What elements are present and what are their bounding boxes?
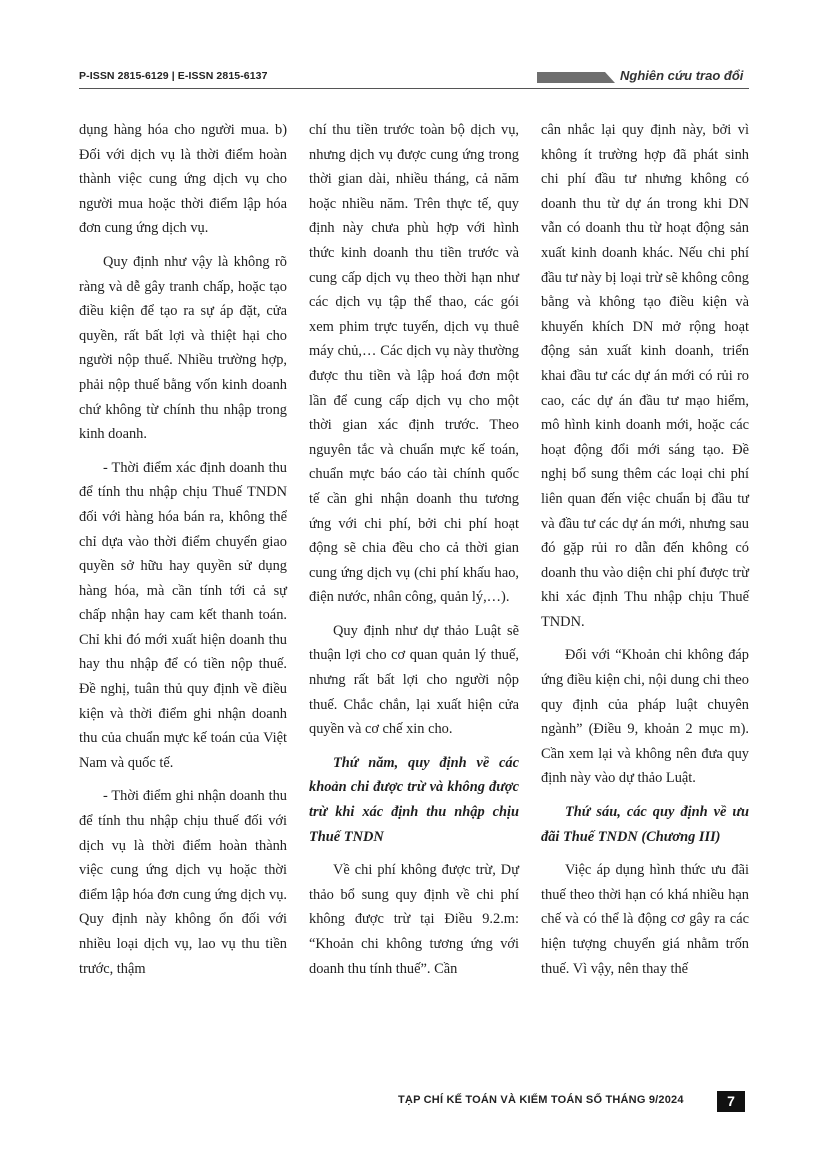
header-divider [79,88,749,89]
text-column-2 [309,118,519,990]
paragraph: Về chi phí không được trừ, Dự thảo bổ sung quy định về chi phí không được trừ tại Điều 9.2.m: “Khoản chi không tương ứng với doanh thu tính thuế”. Cần [309,862,519,977]
paragraph: - Thời điểm xác định doanh thu để tính thu nhập chịu Thuế TNDN đối với hàng hóa bán ra, không thể chỉ dựa vào thời điểm chuyển giao quyền sở hữu hay quyền sử dụng hàng hóa, mà cần tính tới cả sự chấp nhận hay cam kết thanh toán. Chỉ khi đó mới xuất hiện doanh thu hay thu nhập để có tiền nộp thuế. Đề nghị, tuân thủ quy định về điều kiện và thời điểm ghi nhận doanh thu của chuẩn mực kế toán của Việt Nam và quốc tế. [79,459,287,771]
text-column-1 [79,118,287,990]
journal-title: TẠP CHÍ KẾ TOÁN VÀ KIỂM TOÁN SỐ THÁNG 9/2024 [398,1094,684,1106]
paragraph: Việc áp dụng hình thức ưu đãi thuế theo thời hạn có khá nhiều hạn chế và có thể là động cơ gây ra các hiện tượng chuyển giá nhằm trốn thuế. Vì vậy, nên thay thế [541,862,749,977]
section-title: Nghiên cứu trao đổi [620,68,744,83]
section-heading: Thứ năm, quy định về các khoản chi được trừ và không được trừ khi xác định thu nhập chịu Thuế TNDN [309,754,519,845]
page-number: 7 [717,1091,745,1112]
paragraph: chí thu tiền trước toàn bộ dịch vụ, nhưng dịch vụ được cung ứng trong thời gian dài, nhiều tháng, cả năm hoặc nhiều năm. Trên thực tế, quy định này chưa phù hợp với hình thức kinh doanh thu tiền trước và cung cấp dịch vụ theo thời hạn như các dịch vụ tập thể thao, các gói xem phim trực tuyến, dịch vụ thuê máy chủ,… Các dịch vụ này thường được thu tiền và lập hoá đơn một lần để cung cấp dịch vụ cho một thời gian xác định trước. Theo nguyên tắc và chuẩn mực kế toán, chuẩn mực báo cáo tài chính quốc tế cần ghi nhận doanh thu tương ứng với chi phí, bởi chi phí hoạt động sẽ chia đều cho cả thời gian cung ứng dịch vụ (chi phí khấu hao, điện nước, nhân công, quản lý,…). [309,122,519,606]
paragraph: cân nhắc lại quy định này, bởi vì không ít trường hợp đã phát sinh chi phí đầu tư nhưng không có doanh thu từ dự án trong khi DN vẫn có doanh thu từ hoạt động sản xuất kinh doanh khác. Nếu chi phí đầu tư này bị loại trừ sẽ không công bằng và không tạo điều kiện và khuyến khích DN mở rộng hoạt động sản xuất kinh doanh, triển khai đầu tư các dự án mới có rủi ro cao, các dự án đầu tư mạo hiểm, mô hình kinh doanh mới, hoặc các hoạt động đổi mới sáng tạo. Đề nghị bổ sung thêm các loại chi phí liên quan đến việc chuẩn bị đầu tư và đầu tư các dự án mới, nhưng sau đó gặp rủi ro dẫn đến không có doanh thu vào diện chi phí được trừ khi xác định Thu nhập chịu Thuế TNDN. [541,122,749,630]
paragraph: Quy định như vậy là không rõ ràng và dễ gây tranh chấp, hoặc tạo điều kiện để tạo ra sự áp đặt, cửa quyền, rất bất lợi và thiệt hại cho người nộp thuế. Nhiều trường hợp, phải nộp thuế bằng vốn kinh doanh chứ không từ chính thu nhập trong kinh doanh. [79,253,287,443]
paragraph: - Thời điểm ghi nhận doanh thu để tính thu nhập chịu thuế đối với dịch vụ là thời điểm hoàn thành việc cung ứng dịch vụ hoặc thời điểm lập hóa đơn cung ứng dịch vụ. Quy định này không ổn đối với nhiều loại dịch vụ, lao vụ thu tiền trước, thậm [79,788,287,977]
section-heading: Thứ sáu, các quy định về ưu đãi Thuế TNDN (Chương III) [541,804,749,845]
header-decor-bar [537,72,605,83]
paragraph: Đối với “Khoản chi không đáp ứng điều kiện chi, nội dung chi theo quy định của pháp luật chuyên ngành” (Điều 9, khoản 2 mục m). Cần xem lại và không nên đưa quy định này vào dự thảo Luật. [541,647,749,787]
issn-label: P-ISSN 2815-6129 | E-ISSN 2815-6137 [79,70,268,82]
paragraph: Quy định như dự thảo Luật sẽ thuận lợi cho cơ quan quản lý thuế, nhưng rất bất lợi cho người nộp thuế. Chắc chắn, lại xuất hiện cửa quyền và cơ chế xin cho. [309,622,519,738]
paragraph: dụng hàng hóa cho người mua. b) Đối với dịch vụ là thời điểm hoàn thành việc cung ứng dịch vụ cho người mua hoặc thời điểm lập hóa đơn cung ứng dịch vụ. [79,122,287,237]
text-column-3 [541,118,749,990]
